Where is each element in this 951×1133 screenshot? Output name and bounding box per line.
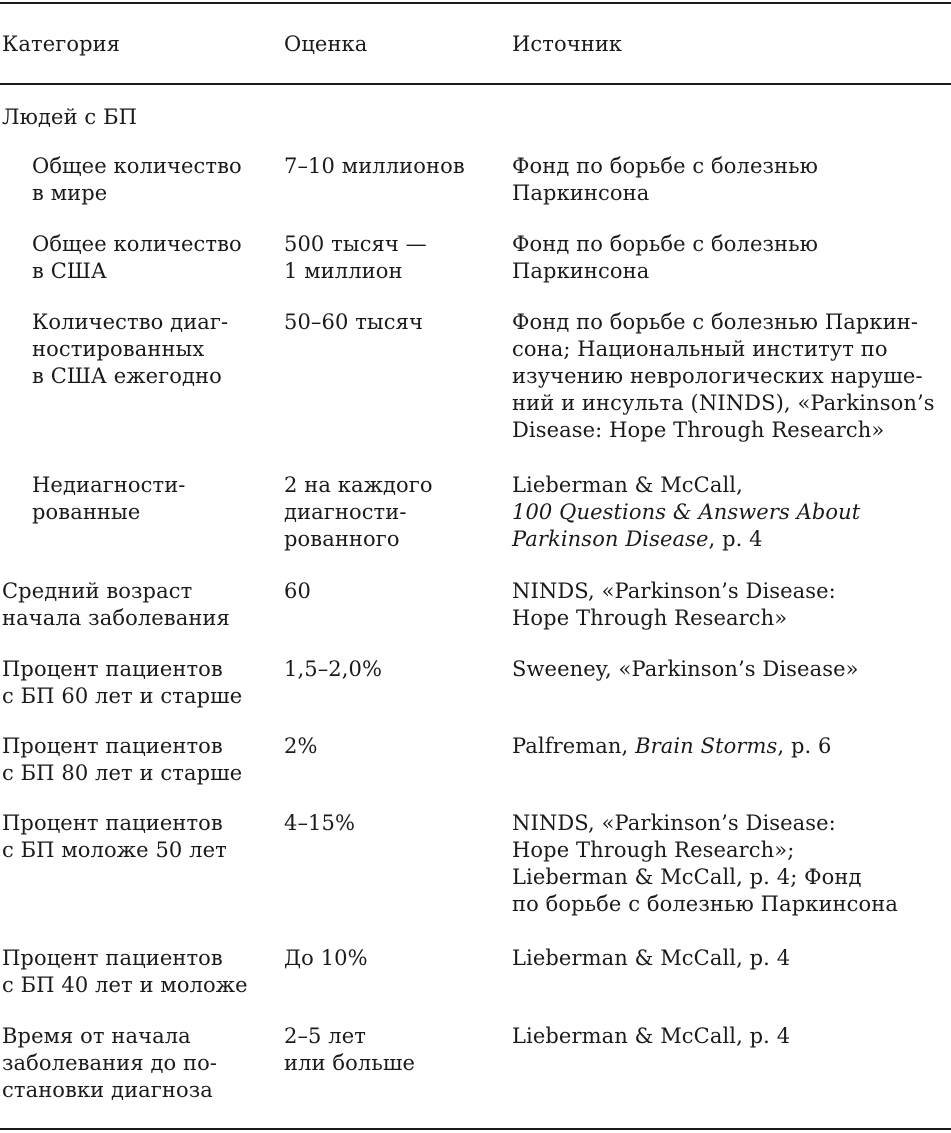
category-line: Средний возраст [2, 579, 193, 603]
category-line: Процент пациентов [2, 946, 223, 970]
source-line: Фонд по борьбе с болезнью [512, 154, 819, 178]
table-row-estimate [284, 656, 382, 683]
table-row-source [512, 153, 818, 207]
source-line: Disease: Hope Through Research» [512, 418, 885, 442]
table-row-category [2, 733, 242, 787]
source-line: изучению неврологических наруше- [512, 364, 923, 388]
category-line: с БП 80 лет и старше [2, 761, 243, 785]
table-row-estimate [284, 231, 427, 285]
estimate-line: или больше [284, 1051, 416, 1075]
estimate-line: 2 на каждого [284, 473, 433, 497]
category-line: Общее количество [32, 154, 242, 178]
source-line: Hope Through Research» [512, 606, 788, 630]
table-row-estimate [284, 1023, 415, 1077]
source-line: Паркинсона [512, 259, 650, 283]
category-line: заболевания до по- [2, 1051, 218, 1075]
table-row-source [512, 578, 836, 632]
source-line: Паркинсона [512, 181, 650, 205]
table-row-source [512, 945, 790, 972]
header-source: Источник [512, 32, 623, 56]
table-row-category [32, 153, 242, 207]
estimate-line: 7–10 миллионов [284, 154, 465, 178]
estimate-line: 2–5 лет [284, 1024, 366, 1048]
category-line: в мире [32, 181, 108, 205]
table-row-estimate [284, 153, 465, 180]
source-line: Hope Through Research»; [512, 838, 795, 862]
category-line: Процент пациентов [2, 657, 223, 681]
estimate-line: 1,5–2,0% [284, 657, 383, 681]
table-top-rule [0, 2, 951, 4]
source-line: Lieberman & McCall, p. 4 [512, 946, 791, 970]
category-line: ностированных [32, 337, 205, 361]
estimate-line: 500 тысяч — [284, 232, 427, 256]
category-line: Процент пациентов [2, 811, 223, 835]
source-line: Lieberman & McCall, p. 4; Фонд [512, 865, 862, 889]
header-estimate: Оценка [284, 32, 368, 56]
source-line: NINDS, «Parkinson’s Disease: [512, 811, 836, 835]
source-line: сона; Национальный институт по [512, 337, 888, 361]
table-row-estimate [284, 578, 311, 605]
category-line: в США ежегодно [32, 364, 222, 388]
table-row-category [32, 309, 228, 390]
category-line: Количество диаг- [32, 310, 229, 334]
table-bottom-rule [0, 1128, 951, 1130]
table-row-source [512, 656, 859, 683]
table-row-source [512, 309, 935, 444]
category-line: становки диагноза [2, 1078, 213, 1102]
table-row-category [32, 231, 242, 285]
table-row-category [2, 578, 230, 632]
table-row-source [512, 733, 832, 760]
estimate-line: диагности- [284, 500, 407, 524]
estimate-line: 50–60 тысяч [284, 310, 423, 334]
header-rule [0, 83, 951, 85]
source-line: Lieberman & McCall, p. 4 [512, 1024, 791, 1048]
source-line: по борьбе с болезнью Паркинсона [512, 892, 898, 916]
category-line: начала заболевания [2, 606, 230, 630]
author: Palfreman, [512, 734, 636, 758]
estimate-line: До 10% [284, 946, 368, 970]
book-title-line: 100 Questions & Answers About [512, 500, 861, 524]
table-row-category [2, 1023, 217, 1104]
table-row-estimate [284, 810, 355, 837]
category-line: Время от начала [2, 1024, 191, 1048]
table-row-category [2, 656, 242, 710]
table-row-category [32, 472, 186, 526]
table-row-source [512, 810, 898, 918]
group-label: Людей с БП [2, 105, 138, 129]
category-line: Процент пациентов [2, 734, 223, 758]
table-row-category [2, 810, 227, 864]
page-ref: , p. 6 [777, 734, 832, 758]
estimate-line: рованного [284, 527, 400, 551]
category-line: Недиагности- [32, 473, 186, 497]
source-line [512, 733, 832, 760]
source-line [512, 526, 860, 553]
table-row-estimate [284, 472, 433, 553]
book-title: Brain Storms [635, 734, 778, 758]
book-title: Parkinson Disease [512, 527, 709, 551]
category-line: в США [32, 259, 107, 283]
estimate-line: 4–15% [284, 811, 356, 835]
header-category: Категория [2, 32, 121, 56]
table-row-source [512, 472, 860, 553]
table-row-source [512, 1023, 790, 1050]
page-ref: , p. 4 [708, 527, 763, 551]
estimate-line: 60 [284, 579, 311, 603]
table-row-source [512, 231, 818, 285]
source-line: Sweeney, «Parkinson’s Disease» [512, 657, 859, 681]
source-line: ний и инсульта (NINDS), «Parkinson’s [512, 391, 935, 415]
source-line: NINDS, «Parkinson’s Disease: [512, 579, 836, 603]
category-line: с БП моложе 50 лет [2, 838, 227, 862]
source-line: Фонд по борьбе с болезнью [512, 232, 819, 256]
table-row-category [2, 945, 248, 999]
category-line: Общее количество [32, 232, 242, 256]
category-line: с БП 40 лет и моложе [2, 973, 248, 997]
category-line: рованные [32, 500, 141, 524]
table-row-estimate [284, 309, 423, 336]
source-line: Lieberman & McCall, [512, 473, 743, 497]
table-row-estimate [284, 733, 318, 760]
estimate-line: 2% [284, 734, 318, 758]
source-line: Фонд по борьбе с болезнью Паркин- [512, 310, 919, 334]
estimate-line: 1 миллион [284, 259, 403, 283]
category-line: с БП 60 лет и старше [2, 684, 243, 708]
table-row-estimate [284, 945, 368, 972]
